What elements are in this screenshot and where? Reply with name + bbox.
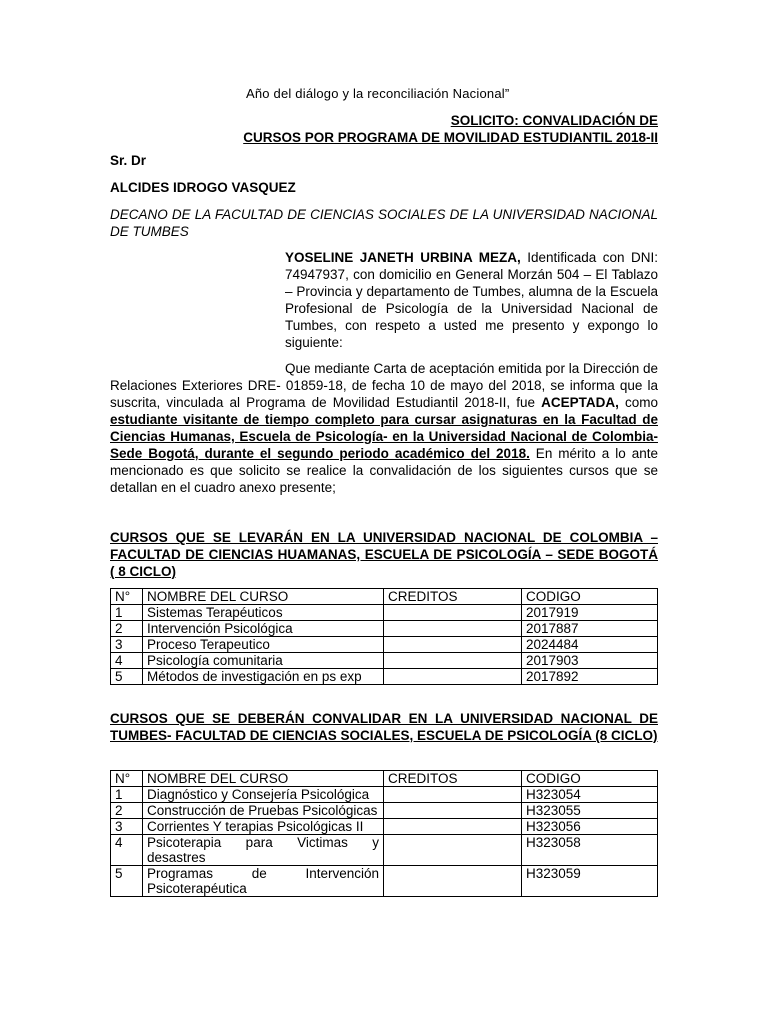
- table-row: [111, 605, 658, 621]
- body-part-1: Que mediante Carta de aceptación emitida por la Dirección de Relaciones Exteriores DRE- 01859-18, de fecha 10 de mayo del 2018, se informa que la suscrita, vinculada al Programa de Movilidad Estudiantil 2018-II, fue: [110, 361, 658, 410]
- recipient-name: ALCIDES IDROGO VASQUEZ: [110, 180, 296, 195]
- course-credits: [384, 637, 522, 653]
- table-row: [111, 835, 658, 866]
- intro-paragraph: [285, 249, 658, 351]
- course-credits: [384, 621, 522, 637]
- table-row: [111, 669, 658, 685]
- course-name: Psicoterapia para Victimas y desastres: [143, 835, 384, 866]
- table-row: [111, 621, 658, 637]
- row-number: 4: [111, 653, 143, 669]
- header-code: CODIGO: [522, 589, 658, 605]
- header-number: N°: [111, 771, 143, 787]
- year-motto: Año del diálogo y la reconciliación Nacional”: [246, 86, 510, 101]
- row-number: 5: [111, 669, 143, 685]
- row-number: 2: [111, 621, 143, 637]
- body-part-2: como: [618, 395, 658, 410]
- section2-heading: CURSOS QUE SE DEBERÁN CONVALIDAR EN LA UNIVERSIDAD NACIONAL DE TUMBES- FACULTAD DE CIENCIAS SOCIALES, ESCUELA DE PSICOLOGÍA (8 CICLO): [110, 711, 658, 743]
- row-number: 5: [111, 866, 143, 897]
- course-name: Corrientes Y terapias Psicológicas II: [143, 819, 384, 835]
- subject-heading: [243, 112, 658, 146]
- course-credits: [384, 653, 522, 669]
- course-code: H323059: [522, 866, 658, 897]
- recipient-title: DECANO DE LA FACULTAD DE CIENCIAS SOCIALES DE LA UNIVERSIDAD NACIONAL DE TUMBES: [110, 207, 658, 239]
- course-code: H323054: [522, 787, 658, 803]
- row-number: 3: [111, 637, 143, 653]
- header-credits: CREDITOS: [384, 589, 522, 605]
- table-row: [111, 653, 658, 669]
- intro-text: Identificada con DNI: 74947937, con domicilio en General Morzán 504 – El Tablazo – Provincia y departamento de Tumbes, alumna de la Escuela Profesional de Psicología de la Universidad Nacional de Tumbes, con respeto a usted me presento y expongo lo siguiente:: [285, 250, 658, 350]
- table-row: [111, 637, 658, 653]
- body-accepted: ACEPTADA,: [541, 395, 619, 410]
- course-name: Intervención Psicológica: [143, 621, 384, 637]
- row-number: 4: [111, 835, 143, 866]
- course-name: Diagnóstico y Consejería Psicológica: [143, 787, 384, 803]
- body-part-3: En mérito a lo ante mencionado es que solicito se realice la convalidación de los siguientes cursos que se detallan en el cuadro anexo presente;: [110, 446, 658, 495]
- course-name: Psicología comunitaria: [143, 653, 384, 669]
- course-code: 2017887: [522, 621, 658, 637]
- table-row: [111, 866, 658, 897]
- course-code: 2017903: [522, 653, 658, 669]
- table-row: [111, 803, 658, 819]
- course-code: H323055: [522, 803, 658, 819]
- header-number: N°: [111, 589, 143, 605]
- subject-line-1: SOLICITO: CONVALIDACIÓN DE: [450, 113, 658, 128]
- course-code: H323058: [522, 835, 658, 866]
- course-code: 2017892: [522, 669, 658, 685]
- course-name: Construcción de Pruebas Psicológicas: [143, 803, 384, 819]
- course-code: H323056: [522, 819, 658, 835]
- course-credits: [384, 605, 522, 621]
- course-credits: [384, 787, 522, 803]
- course-credits: [384, 866, 522, 897]
- colombia-courses-table: [110, 588, 658, 685]
- table-header-row: [111, 589, 658, 605]
- row-number: 2: [111, 803, 143, 819]
- course-code: 2017919: [522, 605, 658, 621]
- row-number: 1: [111, 605, 143, 621]
- tumbes-courses-table: [110, 770, 658, 897]
- body-paragraph: [110, 360, 658, 496]
- header-credits: CREDITOS: [384, 771, 522, 787]
- table-header-row: [111, 771, 658, 787]
- row-number: 1: [111, 787, 143, 803]
- course-name: Programas de Intervención Psicoterapéutica: [143, 866, 384, 897]
- section1-heading: CURSOS QUE SE LEVARÁN EN LA UNIVERSIDAD NACIONAL DE COLOMBIA – FACULTAD DE CIENCIAS HUAMANAS, ESCUELA DE PSICOLOGÍA – SEDE BOGOTÁ ( 8 CICLO): [110, 530, 658, 579]
- course-credits: [384, 669, 522, 685]
- course-name: Sistemas Terapéuticos: [143, 605, 384, 621]
- header-code: CODIGO: [522, 771, 658, 787]
- course-code: 2024484: [522, 637, 658, 653]
- row-number: 3: [111, 819, 143, 835]
- student-name: YOSELINE JANETH URBINA MEZA,: [285, 250, 521, 265]
- header-course-name: NOMBRE DEL CURSO: [143, 589, 384, 605]
- table-row: [111, 787, 658, 803]
- salutation: Sr. Dr: [110, 153, 147, 168]
- course-credits: [384, 835, 522, 866]
- table-row: [111, 819, 658, 835]
- body-emphasis: estudiante visitante de tiempo completo para cursar asignaturas en la Facultad de Ciencias Humanas, Escuela de Psicología- en la Universidad Nacional de Colombia- Sede Bogotá, durante el segundo periodo académico del 2018.: [110, 412, 658, 461]
- header-course-name: NOMBRE DEL CURSO: [143, 771, 384, 787]
- subject-line-2: CURSOS POR PROGRAMA DE MOVILIDAD ESTUDIANTIL 2018-II: [243, 130, 658, 145]
- course-name: Métodos de investigación en ps exp: [143, 669, 384, 685]
- course-credits: [384, 819, 522, 835]
- course-name: Proceso Terapeutico: [143, 637, 384, 653]
- course-credits: [384, 803, 522, 819]
